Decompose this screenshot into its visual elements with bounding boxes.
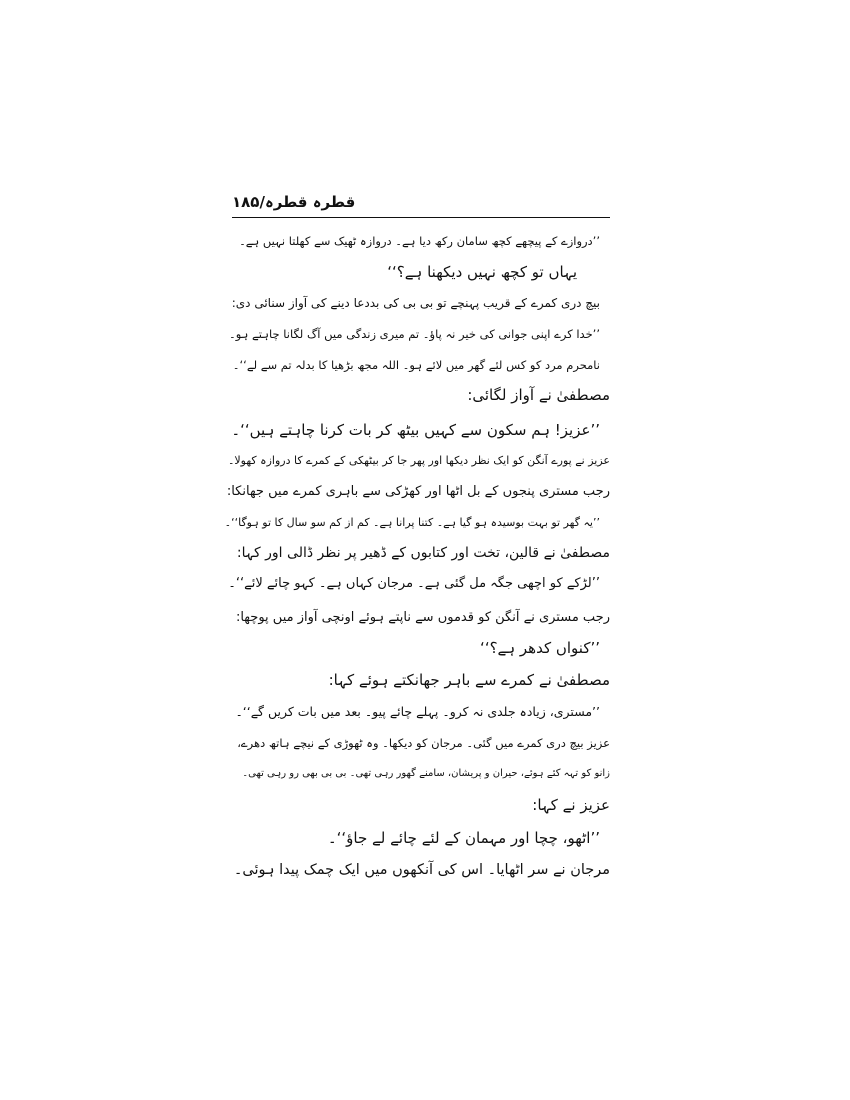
text-line: عزیز نے کہا: — [532, 796, 610, 814]
text-line: رجب مستری پنجوں کے بل اٹھا اور کھڑکی سے باہری کمرے میں جھانکا: — [226, 484, 610, 499]
text-line: عزیز بیچ دری کمرے میں گئی۔ مرجان کو دیکھا۔ وہ ٹھوڑی کے نیچے ہاتھ دھرے، — [237, 736, 610, 750]
header-title: قطرہ قطرہ/۱۸۵ — [232, 193, 356, 211]
text-line: عزیز نے پورے آنگن کو ایک نظر دیکھا اور پھر جا کر بیٹھکی کے کمرے کا دروازہ کھولا۔ — [227, 454, 610, 467]
text-line: رجب مستری نے آنگن کو قدموں سے ناپتے ہوئے اونچی آواز میں پوچھا: — [235, 610, 610, 625]
text-line: ’’عزیز! ہم سکون سے کہیں بیٹھ کر بات کرنا چاہتے ہیں‘‘۔ — [231, 421, 600, 439]
text-line: ’’خدا کرے اپنی جوانی کی خیر نہ پاؤ۔ تم میری زندگی میں آگ لگانا چاہتے ہو۔ — [228, 327, 600, 341]
text-line: مرجان نے سر اٹھایا۔ اس کی آنکھوں میں ایک چمک پیدا ہوئی۔ — [233, 862, 610, 878]
text-line: مصطفیٰ نے آواز لگائی: — [467, 386, 610, 404]
text-line: نامحرم مرد کو کس لئے گھر میں لائے ہو۔ اللہ مجھ بڑھیا کا بدلہ تم سے لے‘‘۔ — [232, 358, 600, 372]
text-line: مصطفیٰ نے کمرے سے باہر جھانکتے ہوئے کہا: — [328, 671, 610, 689]
text-line: ’’لڑکے کو اچھی جگہ مل گئی ہے۔ مرجان کہاں ہے۔ کہو چائے لائے‘‘۔ — [228, 576, 600, 591]
text-line: ’’اٹھو، چچا اور مہمان کے لئے چائے لے جاؤ‘‘۔ — [327, 829, 600, 847]
text-line: زانو کو تہہ کئے ہوئے، حیران و پریشان، سامنے گھور رہی تھی۔ بی بی بھی رو رہی تھی۔ — [242, 768, 610, 779]
text-line: مصطفیٰ نے قالین، تخت اور کتابوں کے ڈھیر پر نظر ڈالی اور کہا: — [236, 545, 610, 561]
text-line: ’’دروازے کے پیچھے کچھ سامان رکھ دیا ہے۔ دروازہ ٹھیک سے کھلتا نہیں ہے۔ — [239, 234, 600, 248]
text-line: ’’یہ گھر تو بہت بوسیدہ ہو گیا ہے۔ کتنا پرانا ہے۔ کم از کم سو سال کا تو ہوگا‘‘۔ — [224, 516, 600, 529]
text-line: ’’مستری، زیادہ جلدی نہ کرو۔ پہلے چائے پیو۔ بعد میں بات کریں گے‘‘۔ — [235, 704, 600, 719]
text-line: ’’کنواں کدھر ہے؟‘‘ — [480, 639, 600, 657]
text-line: بیچ دری کمرے کے قریب پہنچے تو بی بی کی بددعا دینے کی آواز سنائی دی: — [231, 296, 600, 310]
text-line: یہاں تو کچھ نہیں دیکھنا ہے؟‘‘ — [387, 263, 577, 281]
